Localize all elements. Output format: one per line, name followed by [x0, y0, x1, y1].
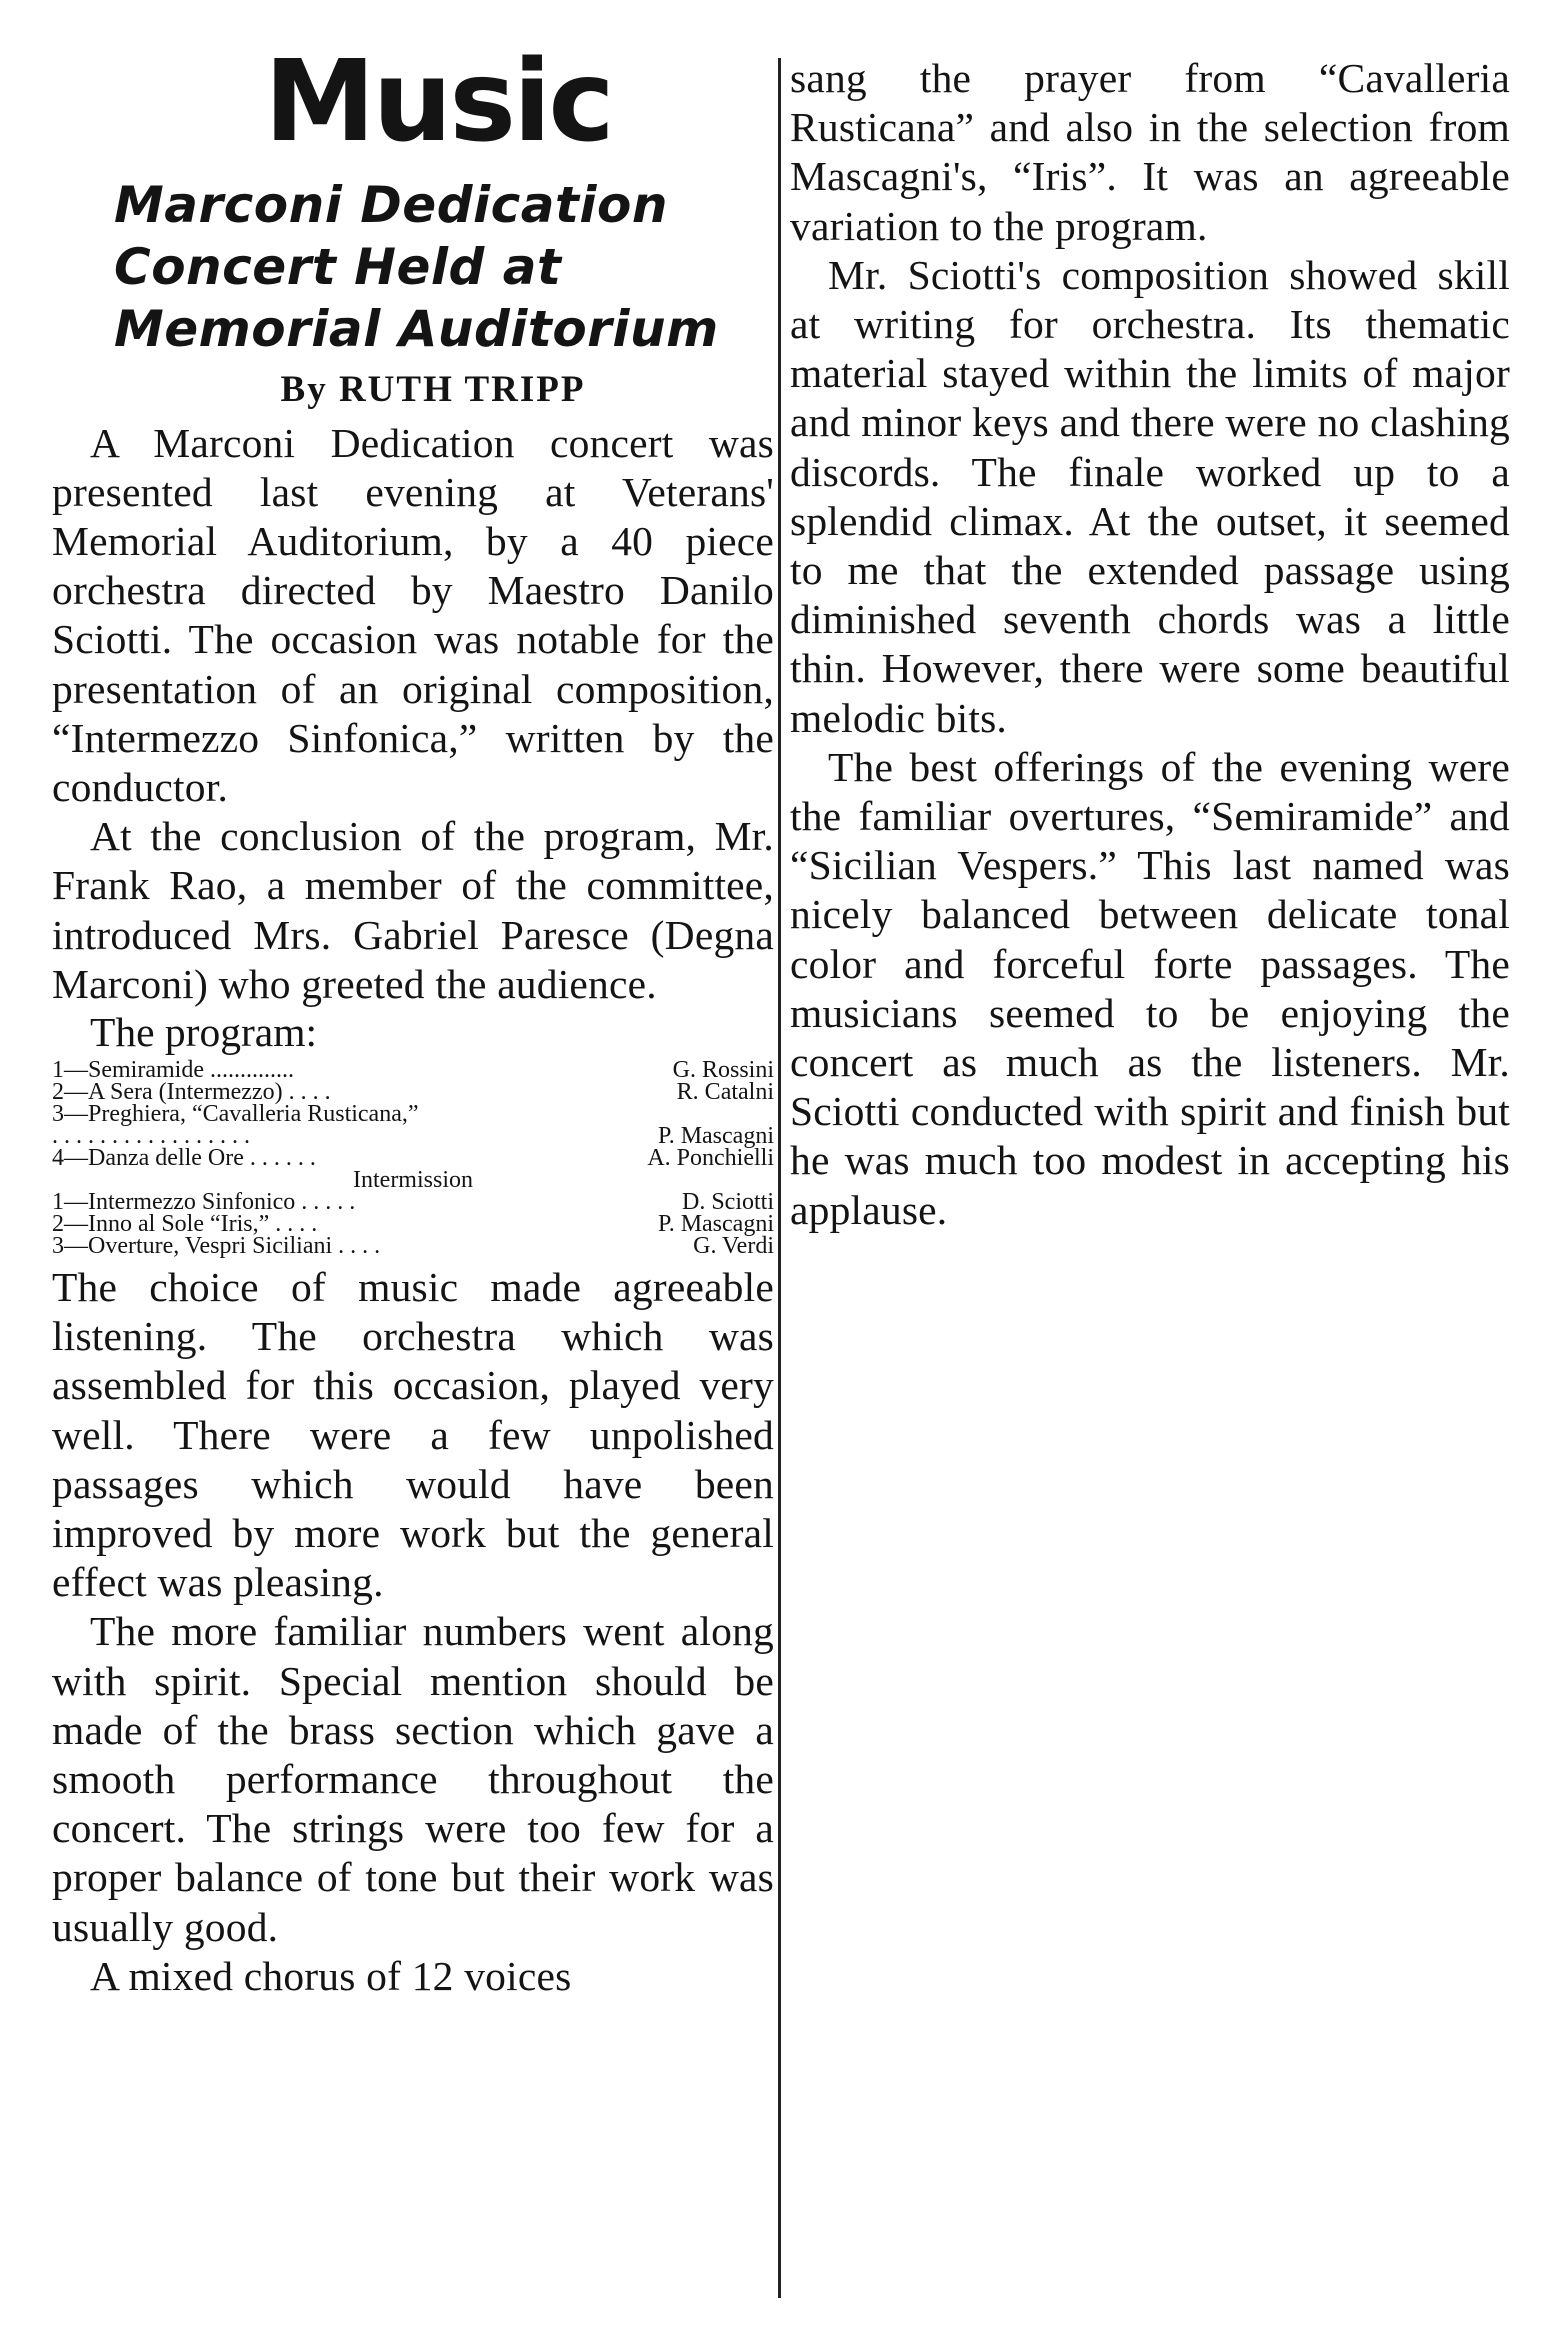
article-paragraph: A Marconi Dedication concert was presented last evening at Veterans' Memorial Auditorium, by a 40 piece orchestra directed by Maestro Danilo Sciotti. The occasion was notable for the presentation of an original composition, “Intermezzo Sinfonica,” written by the conductor. — [52, 419, 774, 811]
program-item: 4—Danza delle Ore . . . . . . A. Ponchielli — [52, 1145, 774, 1172]
subheadline — [114, 174, 774, 360]
article-paragraph: The best offerings of the evening were the familiar overtures, “Semiramide” and “Sicilian Vespers.” This last named was nicely balanced between delicate tonal color and forceful forte passages. The musicians seemed to be enjoying the concert as much as the listeners. Mr. Sciotti conducted with spirit and finish but he was much too modest in accepting his applause. — [790, 743, 1510, 1233]
article-paragraph: sang the prayer from “Cavalleria Rusticana” and also in the selection from Mascagni's, “Iris”. It was an agreeable variation to the program. — [790, 55, 1510, 249]
program-item: . . . . . . . . . . . . . . . . . P. Mascagni — [52, 1123, 774, 1150]
program-item: 3—Overture, Vespri Siciliani . . . . G. Verdi — [52, 1233, 774, 1260]
program-list — [52, 1057, 774, 1260]
left-column — [52, 0, 774, 2001]
article-paragraph: The choice of music made agreeable listening. The orchestra which was assembled for this occasion, played very well. There were a few unpolished passages which would have been improved by more work but the general effect was pleasing. — [52, 1264, 774, 1606]
program-intermission: Intermission — [353, 1167, 473, 1194]
program-item: 2—A Sera (Intermezzo) . . . . R. Catalni — [52, 1079, 774, 1106]
column-rule — [778, 58, 781, 2298]
article-paragraph: Mr. Sciotti's composition showed skill at writing for orchestra. Its thematic material stayed within the limits of major and minor keys and there were no clashing discords. The finale worked up to a splendid climax. At the outset, it seemed to me that the extended passage using diminished seventh chords was a little thin. However, there were some beautiful melodic bits. — [790, 251, 1510, 741]
byline: By RUTH TRIPP — [280, 368, 586, 410]
headline: Music — [264, 37, 612, 167]
article-paragraph: A mixed chorus of 12 voices — [90, 1952, 572, 1999]
article-paragraph: The more familiar numbers went along with spirit. Special mention should be made of the brass section which gave a smooth performance throughout the concert. The strings were too few for a proper balance of tone but their work was usually good. — [52, 1608, 774, 1950]
article-paragraph: At the conclusion of the program, Mr. Frank Rao, a member of the committee, introduced Mrs. Gabriel Paresce (Degna Marconi) who greeted the audience. — [52, 813, 774, 1007]
program-item: 2—Inno al Sole “Iris,” . . . . P. Mascagni — [52, 1211, 774, 1238]
program-item: 1—Semiramide .............. G. Rossini — [52, 1057, 774, 1084]
subheadline-line: Concert Held at — [114, 237, 562, 296]
program-heading: The program: — [90, 1009, 318, 1056]
subheadline-line: Marconi Dedication — [114, 175, 668, 234]
subheadline-line: Memorial Auditorium — [114, 299, 719, 358]
right-column — [790, 54, 1510, 1235]
program-item: 3—Preghiera, “Cavalleria Rusticana,” — [52, 1101, 419, 1128]
program-item: 1—Intermezzo Sinfonico . . . . . D. Sciotti — [52, 1189, 774, 1216]
